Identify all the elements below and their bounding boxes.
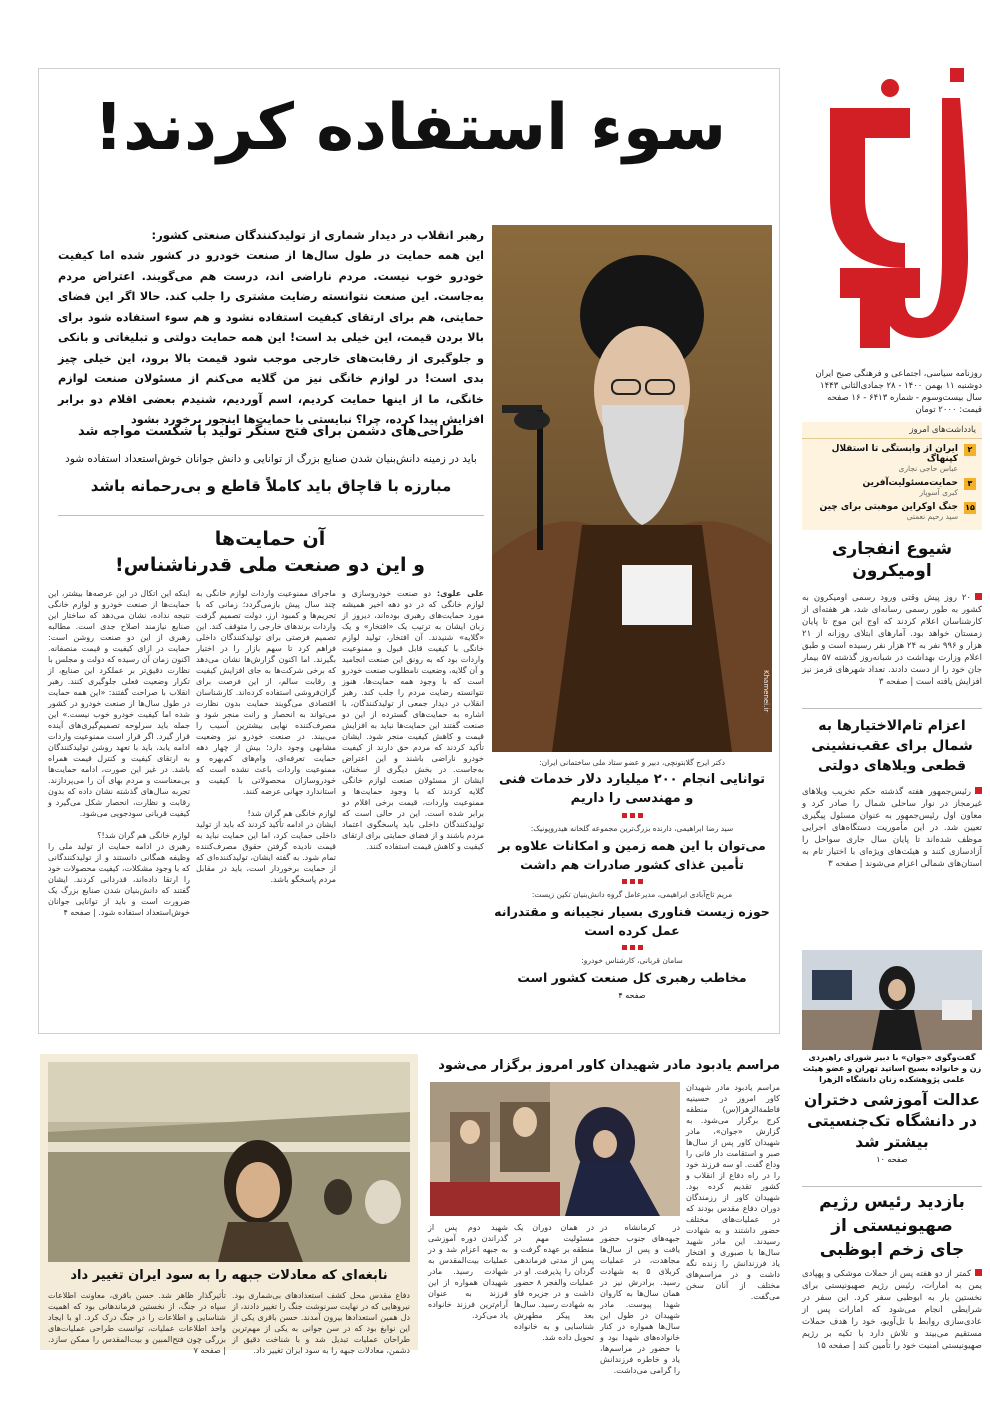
logo-art [810, 68, 982, 358]
genius-box [40, 1054, 418, 1355]
reaction-item[interactable] [494, 758, 770, 818]
info-line: قیمت: ۲۰۰۰ تومان [915, 405, 982, 415]
reaction-quote: مخاطب رهبری کل صنعت کشور است [517, 970, 747, 985]
separator-dots [494, 813, 770, 818]
interview-photo-art [802, 950, 982, 1050]
genius-col-2: دفاع مقدس محل کشف استعدادهای بی‌شماری بود. نیروهایی که در نهایت سرنوشت جنگ را تغییر دادند، از دل همین استعدادها بیرون آمدند. حسن باقری یکی از این نوابغ بود که در سن جوانی به یکی از مهم‌ترین طراحان عملیات تبدیل شد و با شناخت دقیق از دشمن، معادلات جبهه را به سود ایران تغییر داد. [232, 1291, 410, 1355]
interview-caption: گفت‌وگوی «جوان» با دبیر شورای راهبردی زن و خانواده بسیج اساتید تهران و عضو هیئت علمی پژوهشکده زنان دانشگاه الزهرا [802, 1053, 982, 1084]
article-title-line: و این دو صنعت ملی قدرناشناس! [115, 554, 425, 576]
visit-title: بازدید رئیس رژیم صهیونیستی از جای زخم ابوظبی [819, 1192, 965, 1260]
univ-story[interactable] [802, 1090, 982, 1164]
note-author: سید رحیم نعمتی [906, 512, 958, 521]
note-author: کبری آسوپار [919, 488, 958, 497]
reactions-column [494, 758, 770, 1028]
bullet-icon [975, 787, 982, 794]
reaction-item[interactable] [494, 890, 770, 950]
leader-photo [492, 225, 772, 752]
issue-info [802, 368, 982, 416]
omicron-title: شیوع انفجاری اومیکرون [831, 539, 953, 581]
univ-page: صفحه ۱۰ [876, 1155, 908, 1164]
visit-text: کمتر از دو هفته پس از حملات موشکی و پهپادی یمن به امارات، رئیس رژیم صهیونیستی برای نخستین بار به ابوظبی سفر کرد. این سفر در شرایطی انجام می‌شود که امارات پس از عادی‌سازی روابط با تل‌آویو، خود را هدف حملات مستقیم می‌بیند و تلاش دارد با تکیه بر رژیم صهیونیستی امنیت خود را تأمین کند | صفحه ۱۵ [802, 1269, 982, 1351]
info-line: سال بیست‌وسوم - شماره ۶۴۱۳ - ۱۶ صفحه [827, 393, 982, 403]
genius-photo-art [48, 1062, 410, 1262]
powers-title: اعزام تام‌الاختیارها به شمال برای عقب‌نشینی قطعی ویلاهای دولتی [811, 718, 973, 774]
leader-photo-art [492, 225, 772, 752]
lead-subhead-1: طراحی‌های دشمن برای فتح سنگر تولید با شکست مواجه شد [77, 424, 464, 439]
info-line: دوشنبه ۱۱ بهمن ۱۴۰۰ - ۲۸ جمادی‌الثانی ۱۴۴۳ [820, 381, 982, 391]
powers-body [802, 786, 982, 902]
note-item[interactable] [808, 478, 976, 497]
memorial-col-4: شهید دوم پس از گذراندن دوره آموزشی به جبهه اعزام شد و در عملیات بیت‌المقدس به شهادت رسید. مادر شهیدان همواره از این فرزند به عنوان آرام‌ترین فرزند خانواده یاد می‌کرد. [428, 1223, 508, 1320]
interview-photo [802, 950, 982, 1050]
article-byline: علی علوی: [436, 589, 484, 598]
divider [802, 708, 982, 709]
headline[interactable]: سوء استفاده کردند! [93, 91, 727, 165]
article-col-3: اینکه این اتکال در این عرصه‌ها بیشتر، این حمایت‌ها از صنعت خودرو و لوازم خانگی نتیجه نداده، نشان می‌دهد که ساختار این صنایع نیازمند اصلاح جدی است. مطالبه رهبری از این دو صنعت روشن است: حمایت در ازای کیفیت و قیمت منصفانه. اکنون زمان آن رسیده که دولت و مجلس با نظارت دقیق‌تر بر عملکرد این صنایع، از تکرار وضعیت فعلی جلوگیری کنند. رهبر انقلاب با صراحت گفتند: «این همه حمایت در طول سال‌ها از صنعت خودرو در کشور شده اما کیفیت خودرو خوب نیست.» این جمله باید سرلوحه تصمیم‌گیری‌های آینده قرار گیرد. اگر قرار است ممنوعیت واردات ادامه یابد، باید با تعهد روشن تولیدکنندگان به ارتقای کیفیت و کنترل قیمت همراه باشد. در غیر این صورت، ادامه حمایت‌ها بی‌معناست و مردم بهای آن را می‌پردازند. تجربه سال‌های گذشته نشان داده که بدون رقابت و نظارت، انحصار شکل می‌گیرد و کیفیت قربانی سودجویی می‌شود. لوازم خانگی هم گران شد!؟ رهبری در ادامه حمایت از تولید ملی را وظیفه همگانی دانستند و از تولیدکنندگانی که با وجود مشکلات، کیفیت محصولات خود را ارتقا داده‌اند، قدردانی کردند. ایشان گفتند که دانش‌بنیان شدن صنایع بزرگ یک ضرورت است و باید از توانایی جوانان خوش‌استعداد استفاده شود. | صفحه ۴ [48, 589, 190, 917]
reaction-person: دکتر ایرج گلابتونچی، دبیر و عضو ستاد ملی ساختمانی ایران: [539, 758, 725, 767]
info-line: روزنامه سیاسی، اجتماعی و فرهنگی صبح ایران [815, 369, 982, 379]
lead-subhead-2: باید در زمینه دانش‌بنیان شدن صنایع بزرگ از توانایی و دانش جوانان خوش‌استعداد استفاده شود [65, 453, 477, 465]
memorial-col-1: مراسم یادبود مادر شهیدان کاور امروز در حسینیه فاطمة‌الزهرا(س) منطقه کرج برگزار می‌شود. به گزارش «جوان»، مادر شهیدان کاور پس از سال‌ها صبر و استقامت دار فانی را وداع گفت. او سه فرزند خود را در راه دفاع از انقلاب و کشور تقدیم کرده بود. شهیدان کاور از رزمندگان دوران دفاع مقدس بودند که در عملیات‌های مختلف حضور داشتند و به شهادت رسیدند. این مادر شهید سال‌ها با صبوری و افتخار یاد فرزندانش را زنده نگه داشت و در مراسم‌های مختلف از آنان سخن می‌گفت. [686, 1083, 780, 1301]
omicron-story[interactable] [802, 538, 982, 720]
memorial-col-2: در کرمانشاه در جبهه‌های جنوب حضور یافت و پس از سال‌ها مجاهدت، در عملیات کربلای ۵ به شهادت رسید. برادرش نیز در همان سال‌ها به کاروان شهدا پیوست. مادر شهیدان در طول این سال‌ها همواره در کنار خانواده‌های شهدا بود و با حضور در مراسم‌ها، یاد و خاطره فرزندانش را گرامی می‌داشت. [600, 1223, 681, 1375]
reaction-quote: می‌توان با این همه زمین و امکانات علاوه بر تأمین غذای کشور صادرات هم داشت [498, 838, 766, 872]
reactions-page: صفحه ۴ [618, 991, 646, 1000]
memorial-photo-art [430, 1082, 680, 1216]
photo-credit: Khamenei.ir [762, 669, 770, 712]
separator-dots [494, 879, 770, 884]
omicron-text: ۲۰ روز پیش وقتی ورود رسمی اومیکرون به کشور به طور رسمی رسانه‌ای شد، هر هفته‌ای از کارشناسان اعلام کردند که اوج این موج تا پایان زمستان خواهد بود. آمارهای ابتلای روزانه از ۲۱ هزار و ۹۹۶ نفر به ۲۴ هزار نفر رسیده است و طبق اعلام وزارت بهداشت در شبانه‌روز گذشته ۵۷ بیمار جان خود را از دست دادند. تعداد شهرهای قرمز نیز افزایش یافته است | صفحه ۳ [802, 593, 983, 687]
separator-dots [494, 945, 770, 950]
genius-col-1: تأثیرگذار ظاهر شد. حسن باقری، معاونت اطلاعات سپاه در جنگ، از نخستین فرماندهانی بود که اهمیت شناسایی و اطلاعات را در جنگ درک کرد. او با ایجاد واحد اطلاعات عملیات، توانست طراحی عملیات‌های بزرگی چون فتح‌المبین و بیت‌المقدس را ممکن سازد. | صفحه ۷ [48, 1291, 226, 1355]
reaction-quote: حوزه زیست فناوری بسیار نجیبانه و مقتدرانه عمل کرده است [494, 904, 770, 938]
note-author: عباس حاجی نجاری [898, 464, 958, 473]
note-title: ایران از وابستگی تا استقلال کپنهاگ [831, 444, 958, 464]
note-item[interactable] [808, 444, 976, 473]
univ-title: عدالت آموزشی دختران در دانشگاه تک‌جنسیتی بیشتر شد [804, 1091, 980, 1151]
note-title: جنگ اوکراین موهبتی برای چین [819, 502, 958, 512]
memorial-photo [430, 1082, 680, 1216]
article-title-line: آن حمایت‌ها [214, 528, 326, 550]
intro-quote: این همه حمایت در طول سال‌ها از صنعت خودرو در کشور شده اما کیفیت خودرو خوب نیست. مردم ناراضی اند، درست هم می‌گویند. اعتراض مردم به‌جاست. این صنعت نتوانسته رضایت مشتری را جلب کند. حالا اگر این فضای حمایتی، هم برای ارتقای کیفیت استفاده نشود و هم سوء استفاده شود برای بالا بردن قیمت، این خیلی بد است! این همه حمایت دولتی و تبلیغاتی و بانکی و جلوگیری از رقابت‌های خارجی موجب شود قیمت بالا برود، این خیلی چیز بدی است! در لوازم خانگی نیز من گلایه می‌کنم از مسئولان صنعت لوازم خانگی، ما از اینها حمایت کردیم، اسم آوردیم، شنیدم بعضی اقلام دو برابر افزایش پیدا کرده، چرا؟ نبایستی با حمایت‌ها اینجور برخورد بشود [58, 249, 484, 426]
notes-title: یادداشت‌های امروز [802, 422, 982, 439]
lead-subhead-3: مبارزه با قاچاق باید کاملاً قاطع و بی‌رحمانه باشد [90, 477, 452, 495]
reaction-item[interactable] [494, 956, 770, 1000]
reaction-person: سامان قربانی، کارشناس خودرو: [581, 956, 683, 965]
note-page-number: ۳ [964, 478, 976, 490]
visit-story[interactable] [802, 1190, 982, 1396]
divider [58, 515, 484, 516]
bullet-icon [975, 593, 982, 600]
reaction-quote: توانایی انجام ۲۰۰ میلیارد دلار خدمات فنی و مهندسی را داریم [498, 772, 766, 806]
visit-body [802, 1268, 982, 1396]
article-text: دو صنعت خودروسازی و لوازم خانگی که در دو دهه اخیر همیشه مورد حمایت‌های رهبری بوده‌اند، دیروز از زبان ایشان به ترتیب یک «افتخار» و یک «گلایه» شنیدند. آن افتخار، تولید لوازم خانگی با کیفیت قابل قبول و ممنوعیت واردات بود که به رونق این صنعت انجامید و آن گلایه، وضعیت نامطلوب صنعت خودرو است که با وجود همه حمایت‌ها، هنوز نتوانسته رضایت مردم را جلب کند. رهبر انقلاب در دیدار جمعی از تولیدکنندگان، با اشاره به حمایت‌های گسترده از این دو صنعت گفتند این حمایت‌ها نباید به افزایش قیمت و کاهش کیفیت منجر شود. ایشان تأکید کردند که مردم حق دارند از کیفیت خودرو ناراضی باشند و این اعتراض به‌جاست. در بخش دیگری از سخنان، ایشان از مسئولان صنعت لوازم خانگی گلایه کردند که با وجود حمایت‌ها و ممنوعیت واردات، قیمت برخی اقلام دو برابر شده است. این در حالی است که تولیدکنندگان داخلی باید پاسخگوی اعتماد مردم باشند و از فضای حمایتی برای ارتقای کیفیت و کاهش قیمت استفاده کنند. [342, 589, 484, 851]
article-col-1 [342, 588, 484, 1024]
divider [802, 1186, 982, 1187]
omicron-body [802, 592, 982, 720]
bullet-icon [975, 1269, 982, 1276]
powers-story[interactable] [802, 716, 982, 902]
memorial-title[interactable]: مراسم یادبود مادر شهیدان کاور امروز برگزار می‌شود [438, 1058, 780, 1073]
article-title[interactable] [60, 526, 480, 578]
reaction-item[interactable] [494, 824, 770, 884]
masthead [802, 68, 982, 418]
logo [810, 68, 982, 358]
article-col-2: ماجرای ممنوعیت واردات لوازم خانگی به چند سال پیش بازمی‌گردد؛ زمانی که با تحریم‌ها و کمبود ارز، دولت تصمیم گرفت واردات برندهای خارجی را متوقف کند. این تصمیم فرصتی برای تولیدکنندگان داخلی فراهم کرد تا سهم بازار را در اختیار بگیرند. اما اکنون گزارش‌ها نشان می‌دهد که برخی شرکت‌ها به جای افزایش کیفیت و رقابت سالم، از این فرصت برای گران‌فروشی استفاده کرده‌اند. کارشناسان اقتصادی می‌گویند حمایت بدون نظارت می‌تواند به انحصار و رانت منجر شود و مصرف‌کننده نهایی بیشترین آسیب را می‌بیند. در صنعت خودرو نیز وضعیت مشابهی وجود دارد؛ بیش از چهار دهه حمایت تعرفه‌ای، وام‌های کم‌بهره و ممنوعیت واردات باعث نشده است که خودروسازان محصولاتی با کیفیت و استاندارد جهانی عرضه کنند. لوازم خانگی هم گران شد! ایشان در ادامه تأکید کردند که باید از تولید داخلی حمایت کرد، اما این حمایت نباید به قیمت نادیده گرفتن حقوق مصرف‌کننده تمام شود. به گفته ایشان، تولیدکننده‌ای که از حمایت برخوردار است، باید در مقابل مردم پاسخگو باشد. [196, 589, 336, 884]
notes-box [802, 422, 982, 530]
powers-text: رئیس‌جمهور هفته گذشته حکم تخریب ویلاهای غیرمجاز در نوار ساحلی شمال را صادر کرد و معاون اول رئیس‌جمهور به عنوان مسئول پیگیری تعیین شد. در این مأموریت دستگاه‌های اجرایی موظف شده‌اند تا پایان سال جاری سواحل را آزادسازی کنند و هیئت‌های ویژه‌ای با اختیار تام به استان‌های شمالی اعزام می‌شوند | صفحه ۳ [802, 787, 982, 869]
note-title: حمایت‌مسئولیت‌آفرین [862, 478, 958, 488]
memorial-col-3: در همان دوران یک مسئولیت مهم در منطقه بر عهده گرفت و پس از مدتی فرماندهی گردان را پذیرفت. او در عملیات والفجر ۸ حضور داشت و در جزیره فاو به شهادت رسید. سال‌ها بعد پیکر مطهرش شناسایی و به خانواده تحویل داده شد. [514, 1223, 595, 1342]
lead-intro[interactable] [58, 226, 484, 495]
note-page-number: ۲ [964, 444, 976, 456]
genius-title[interactable]: نابغه‌ای که معادلات جبهه را به سود ایران تغییر داد [70, 1268, 388, 1283]
reaction-person: مریم تاج‌آبادی ابراهیمی، مدیرعامل گروه دانش‌بنیان تکین زیست: [531, 890, 733, 899]
note-item[interactable] [808, 502, 976, 521]
genius-photo [48, 1062, 410, 1262]
intro-label: رهبر انقلاب در دیدار شماری از تولیدکنندگان صنعتی کشور: [151, 228, 484, 242]
note-page-number: ۱۵ [965, 503, 975, 512]
reaction-person: سید رضا ابراهیمی، دارنده بزرگ‌ترین مجموعه گلخانه هیدروپونیک: [530, 824, 734, 833]
